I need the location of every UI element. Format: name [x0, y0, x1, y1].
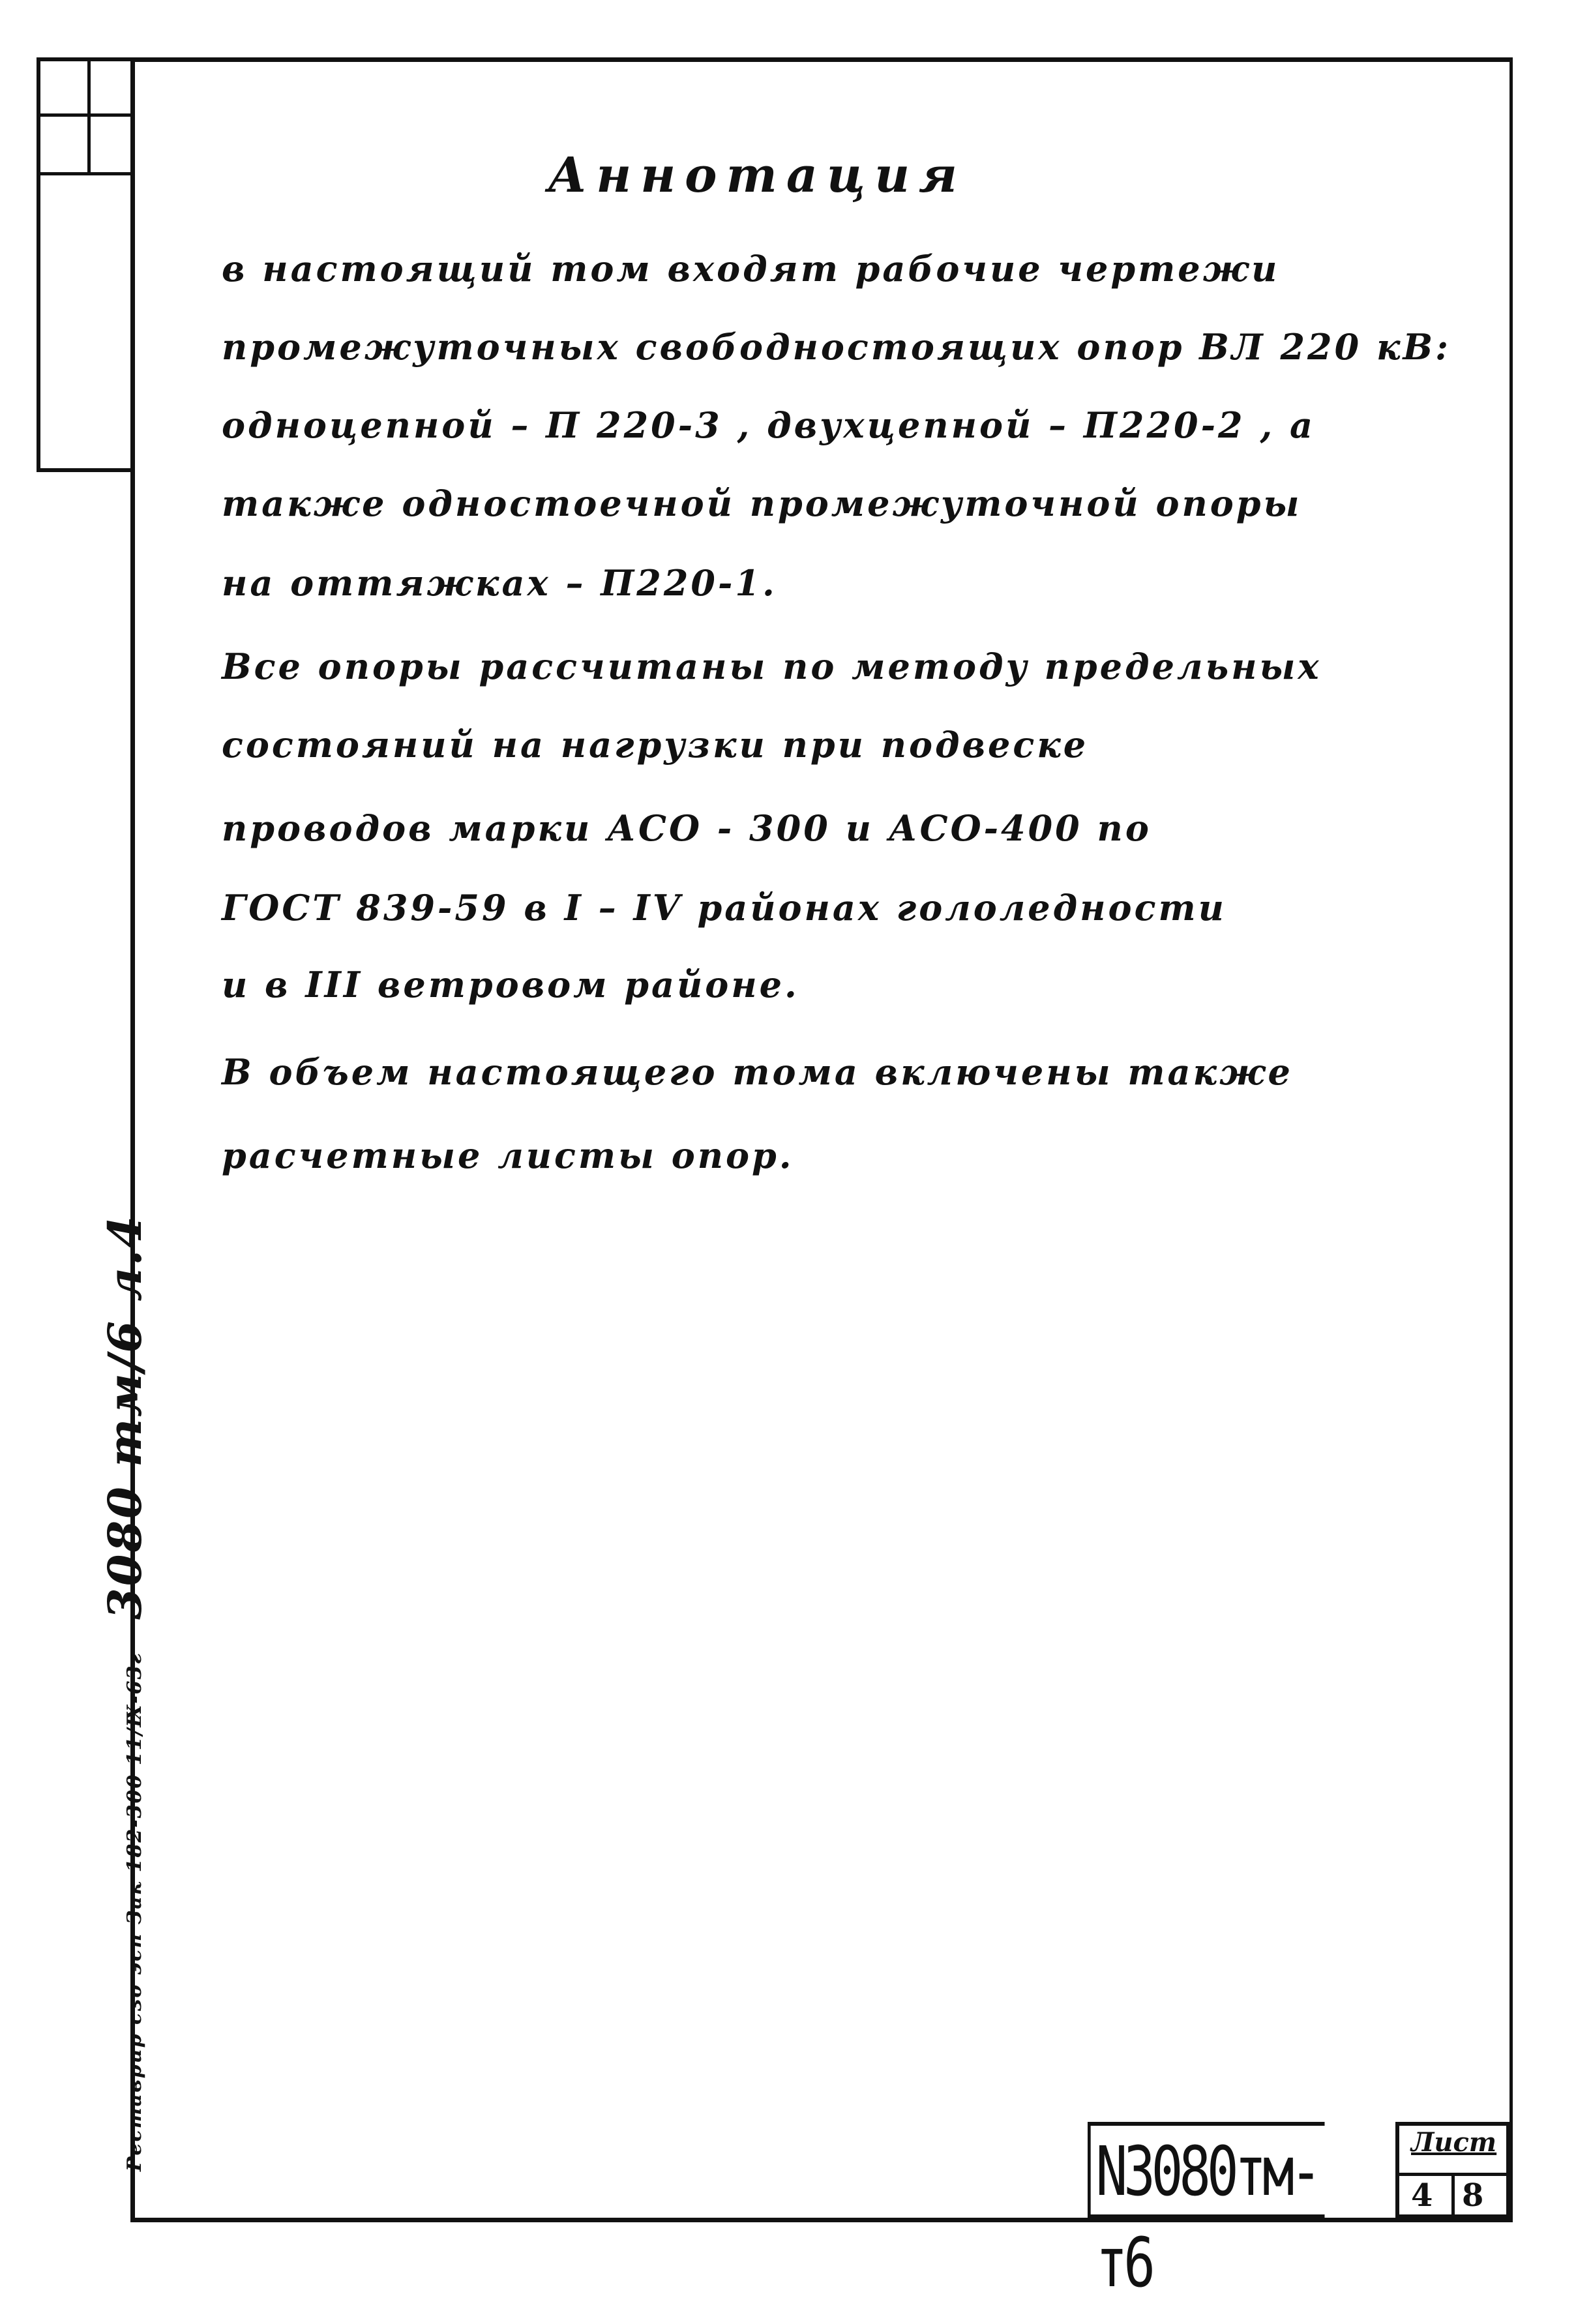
annotation-line: также одностоечной промежуточной опоры [222, 483, 1302, 524]
sheet-divider [1451, 2176, 1455, 2222]
side-note-small: Реставрир сзо эсп Зак 182-300 11/Ⅸ-63г [123, 1652, 146, 2171]
annotation-line: расчетные листы опор. [222, 1135, 794, 1176]
sheet-total: 8 [1462, 2177, 1484, 2214]
margin-cell-2 [40, 113, 130, 175]
annotation-line: ГОСТ 839-59 в I – IV районах гололедности [222, 887, 1227, 929]
margin-cell-1 [40, 61, 130, 117]
margin-strip [37, 57, 130, 472]
side-note-code: 3080 тм/6 л.4 [98, 1214, 152, 1620]
annotation-line: и в III ветровом районе. [222, 964, 799, 1006]
annotation-line: промежуточных свободностоящих опор ВЛ 220 кВ: [222, 326, 1451, 368]
annotation-line: проводов марки АСО - 300 и АСО-400 по [222, 807, 1152, 849]
sheet-box [1395, 2122, 1510, 2218]
page-title: Аннотация [548, 147, 966, 203]
annotation-line: на оттяжках – П220-1. [222, 562, 777, 604]
annotation-line: состояний на нагрузки при подвеске [222, 724, 1089, 766]
annotation-line: одноцепной – П 220-3 , двухцепной – П220-2 , а [222, 404, 1315, 446]
annotation-line: В объем настоящего тома включены также [222, 1051, 1293, 1093]
annotation-line: в настоящий том входят рабочие чертежи [222, 248, 1280, 290]
side-note [98, 1214, 152, 2171]
title-block [1088, 2122, 1497, 2302]
sheet-row [1399, 2173, 1506, 2222]
sheet-label: Лист [1411, 2127, 1497, 2158]
margin-divider [87, 61, 91, 172]
document-code: N3080тм-т6 [1088, 2122, 1324, 2218]
sheet-number: 4 [1411, 2177, 1433, 2214]
annotation-line: Все опоры рассчитаны по методу предельных [222, 646, 1322, 687]
